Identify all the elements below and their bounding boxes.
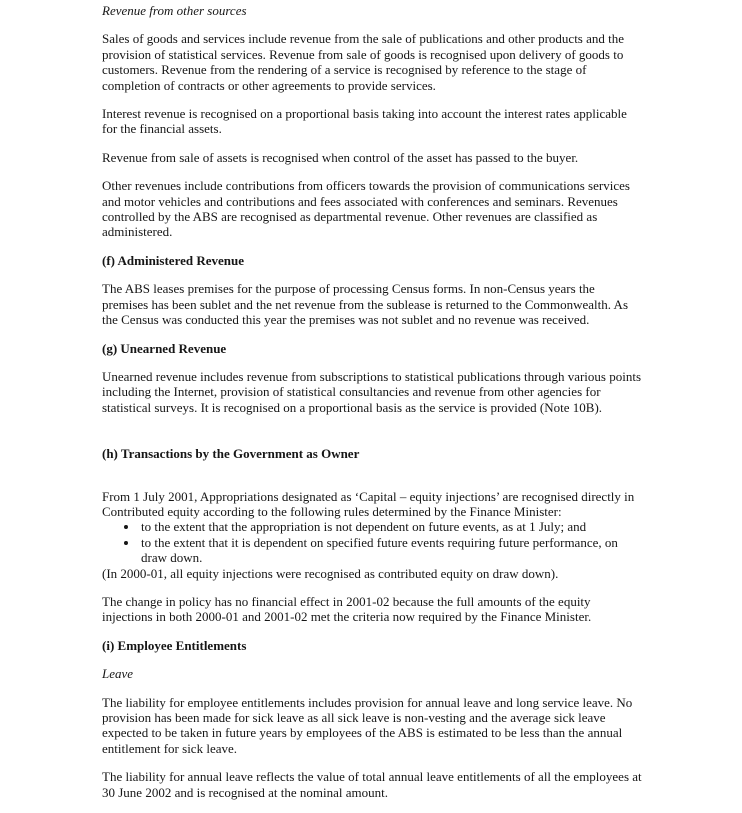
paragraph-2000-01-note: (In 2000-01, all equity injections were recognised as contributed equity on draw down). [102, 565, 559, 581]
paragraph-abs-leases-premises: The ABS leases premises for the purpose of processing Census forms. In non-Census years the premises has been sublet and the net revenue from the sublease is returned to the Commonwealth. As the Census was conducted this year the premises was not sublet and no revenue was received. [102, 281, 628, 328]
heading-leave: Leave [102, 666, 134, 682]
heading-revenue-from-other-sources: Revenue from other sources [102, 3, 247, 18]
paragraph-unearned-revenue: Unearned revenue includes revenue from subscriptions to statistical publications through various points including the Internet, provision of statistical consultancies and revenue from other agencies for statistical surveys. It is recognised on a proportional basis as the service is provided (Note 10B). [102, 368, 642, 415]
paragraph-policy-change: The change in policy has no financial effect in 2001-02 because the full amounts of the equity injections in both 2000-01 and 2001-02 met the criteria now required by the Finance Minister. [102, 593, 592, 625]
document-page [102, 3, 642, 813]
paragraph-annual-leave-liability: The liability for annual leave reflects the value of total annual leave entitlements of all the employees at 30 June 2002 and is recognised at the nominal amount. [102, 769, 642, 800]
paragraph-revenue-sale-of-assets: Revenue from sale of assets is recognised when control of the asset has passed to the buyer. [102, 149, 579, 165]
bullet-item-not-dependent: • to the extent that the appropriation is not dependent on future events, as at 1 July; and [139, 519, 642, 534]
bullet-item-dependent-on-events: • to the extent that it is dependent on specified future events requiring future performance, on draw down. [139, 535, 642, 566]
heading-unearned-revenue: (g) Unearned Revenue [102, 340, 227, 356]
paragraph-sales-of-goods: Sales of goods and services include revenue from the sale of publications and other products and the provision of statistical services. Revenue from sale of goods is recognised upon delivery of goods to customers. Revenue from the rendering of a service is recognised by reference to the stage of completion of contracts or other agreements to provide services. [102, 31, 625, 93]
heading-transactions-government-owner: (h) Transactions by the Government as Owner [102, 446, 360, 462]
heading-administered-revenue: (f) Administered Revenue [102, 252, 245, 268]
bullet-list-appropriation-rules [102, 519, 642, 565]
paragraph-leave-liability: The liability for employee entitlements includes provision for annual leave and long service leave. No provision has been made for sick leave as all sick leave is non-vesting and the average sick leave expected to be taken in future years by employees of the ABS is estimated to be less than the annual entitlement for sick leave. [102, 694, 633, 756]
paragraph-appropriations: From 1 July 2001, Appropriations designated as ‘Capital – equity injections’ are recognised directly in Contributed equity according to the following rules determined by the Finance Minister: [102, 488, 635, 519]
heading-employee-entitlements: (i) Employee Entitlements [102, 637, 247, 653]
paragraph-interest-revenue: Interest revenue is recognised on a proportional basis taking into account the interest rates applicable for the financial assets. [102, 106, 627, 137]
paragraph-other-revenues: Other revenues include contributions from officers towards the provision of communications services and motor vehicles and contributions and fees associated with conferences and seminars. Revenues controlled by the ABS are recognised as departmental revenue. Other revenues are classified as administered. [102, 178, 630, 240]
